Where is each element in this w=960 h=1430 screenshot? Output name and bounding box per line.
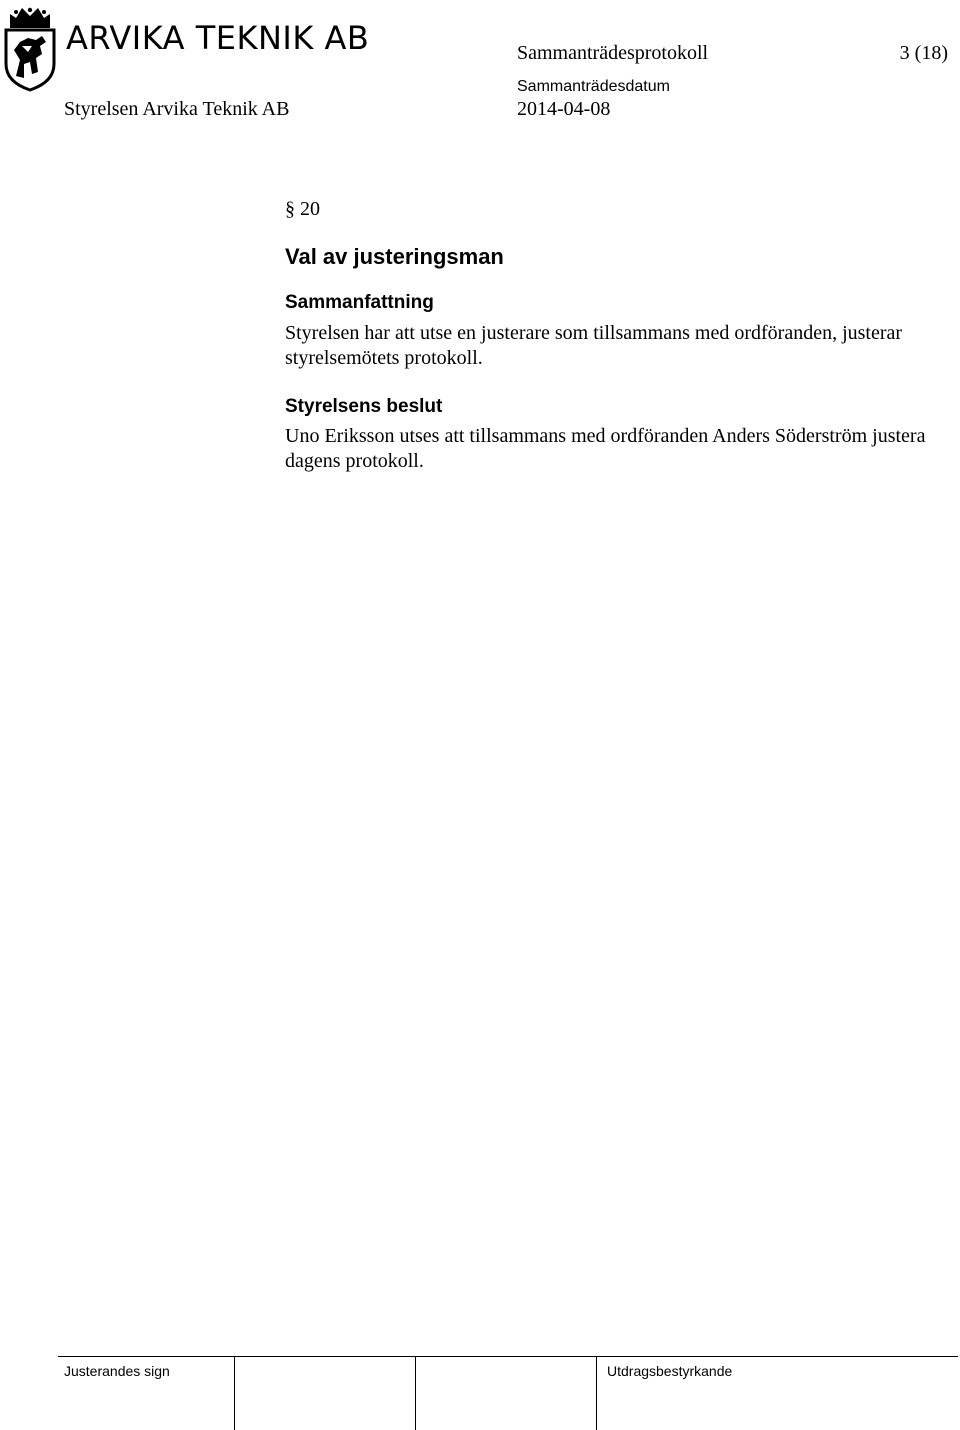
summary-text: Styrelsen har att utse en justerare som tillsammans med ordföranden, justerar styrelsemötets protokoll. — [285, 322, 903, 369]
footer-divider — [58, 1356, 958, 1357]
decision-text: Uno Eriksson utses att tillsammans med ordföranden Anders Söderström justera dagens protokoll. — [285, 425, 926, 472]
certification-label: Utdragsbestyrkande — [607, 1363, 733, 1379]
meeting-date-label: Sammanträdesdatum — [517, 78, 670, 95]
signature-footer — [58, 1356, 958, 1430]
signature-box-divider — [596, 1356, 597, 1430]
signature-box-divider — [234, 1356, 235, 1430]
organization-name: Styrelsen Arvika Teknik AB — [64, 98, 290, 120]
section-title: Val av justeringsman — [285, 244, 504, 269]
signature-box-divider — [415, 1356, 416, 1430]
decision-heading: Styrelsens beslut — [285, 396, 443, 417]
meeting-date: 2014-04-08 — [517, 98, 611, 120]
section-number: § 20 — [285, 198, 320, 220]
coat-of-arms-logo — [2, 2, 58, 92]
adjuster-sign-label: Justerandes sign — [64, 1363, 170, 1379]
company-logo-text: ARVIKA TEKNIK AB — [66, 19, 370, 57]
document-type: Sammanträdesprotokoll — [517, 42, 709, 64]
page-number: 3 (18) — [899, 42, 948, 64]
summary-heading: Sammanfattning — [285, 292, 434, 313]
